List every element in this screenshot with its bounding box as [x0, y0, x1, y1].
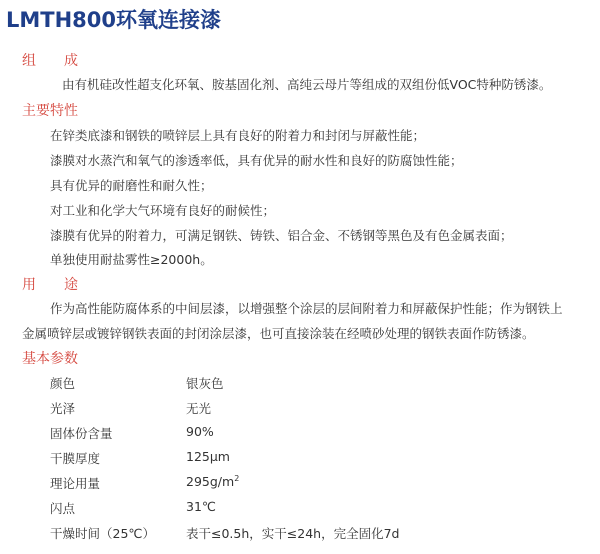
- params-heading: 基本参数: [22, 351, 78, 367]
- param-value-flash-point: 31℃: [186, 499, 216, 514]
- composition-text: 由有机硅改性超支化环氧、胺基固化剂、高纯云母片等组成的双组份低VOC特种防锈漆。: [62, 77, 552, 92]
- usage-text-line1: 作为高性能防腐体系的中间层漆，以增强整个涂层的层间附着力和屏蔽保护性能；作为钢铁上: [50, 301, 563, 316]
- usage-text-line2: 金属喷锌层或镀锌钢铁表面的封闭涂层漆，也可直接涂装在经喷砂处理的钢铁表面作防锈漆。: [22, 326, 535, 341]
- param-value-solids: 90%: [186, 424, 214, 439]
- usage-heading: 用途: [22, 277, 106, 293]
- param-label-solids: 固体份含量: [50, 426, 113, 441]
- param-label-dft: 干膜厚度: [50, 451, 101, 466]
- param-label-color: 颜色: [50, 376, 76, 391]
- feature-item: 漆膜对水蒸汽和氧气的渗透率低，具有优异的耐水性和良好的防腐蚀性能；: [50, 153, 463, 168]
- param-label-gloss: 光泽: [50, 401, 76, 416]
- param-label-drying-time: 干燥时间（25℃）: [50, 526, 155, 541]
- param-value-coverage-text: 295g/m: [186, 474, 235, 490]
- param-value-drying-time: 表干≤0.5h，实干≤24h，完全固化7d: [186, 526, 400, 541]
- param-label-flash-point: 闪点: [50, 501, 76, 516]
- param-label-coverage: 理论用量: [50, 476, 101, 491]
- param-value-color: 银灰色: [186, 376, 224, 391]
- document-title: LMTH800环氧连接漆: [6, 8, 222, 32]
- features-heading: 主要特性: [22, 103, 78, 119]
- feature-item: 单独使用耐盐雾性≥2000h。: [50, 252, 213, 267]
- param-value-coverage: [186, 474, 239, 489]
- feature-item: 具有优异的耐磨性和耐久性；: [50, 178, 213, 193]
- param-value-coverage-sup: 2: [234, 474, 240, 483]
- feature-item: 对工业和化学大气环境有良好的耐候性；: [50, 203, 276, 218]
- composition-heading: 组成: [22, 53, 106, 69]
- feature-item: 在锌类底漆和钢铁的喷锌层上具有良好的附着力和封闭与屏蔽性能；: [50, 128, 426, 143]
- param-value-gloss: 无光: [186, 401, 212, 416]
- param-value-dft: 125μm: [186, 449, 230, 464]
- feature-item: 漆膜有优异的附着力，可满足钢铁、铸铁、铝合金、不锈钢等黑色及有色金属表面；: [50, 228, 513, 243]
